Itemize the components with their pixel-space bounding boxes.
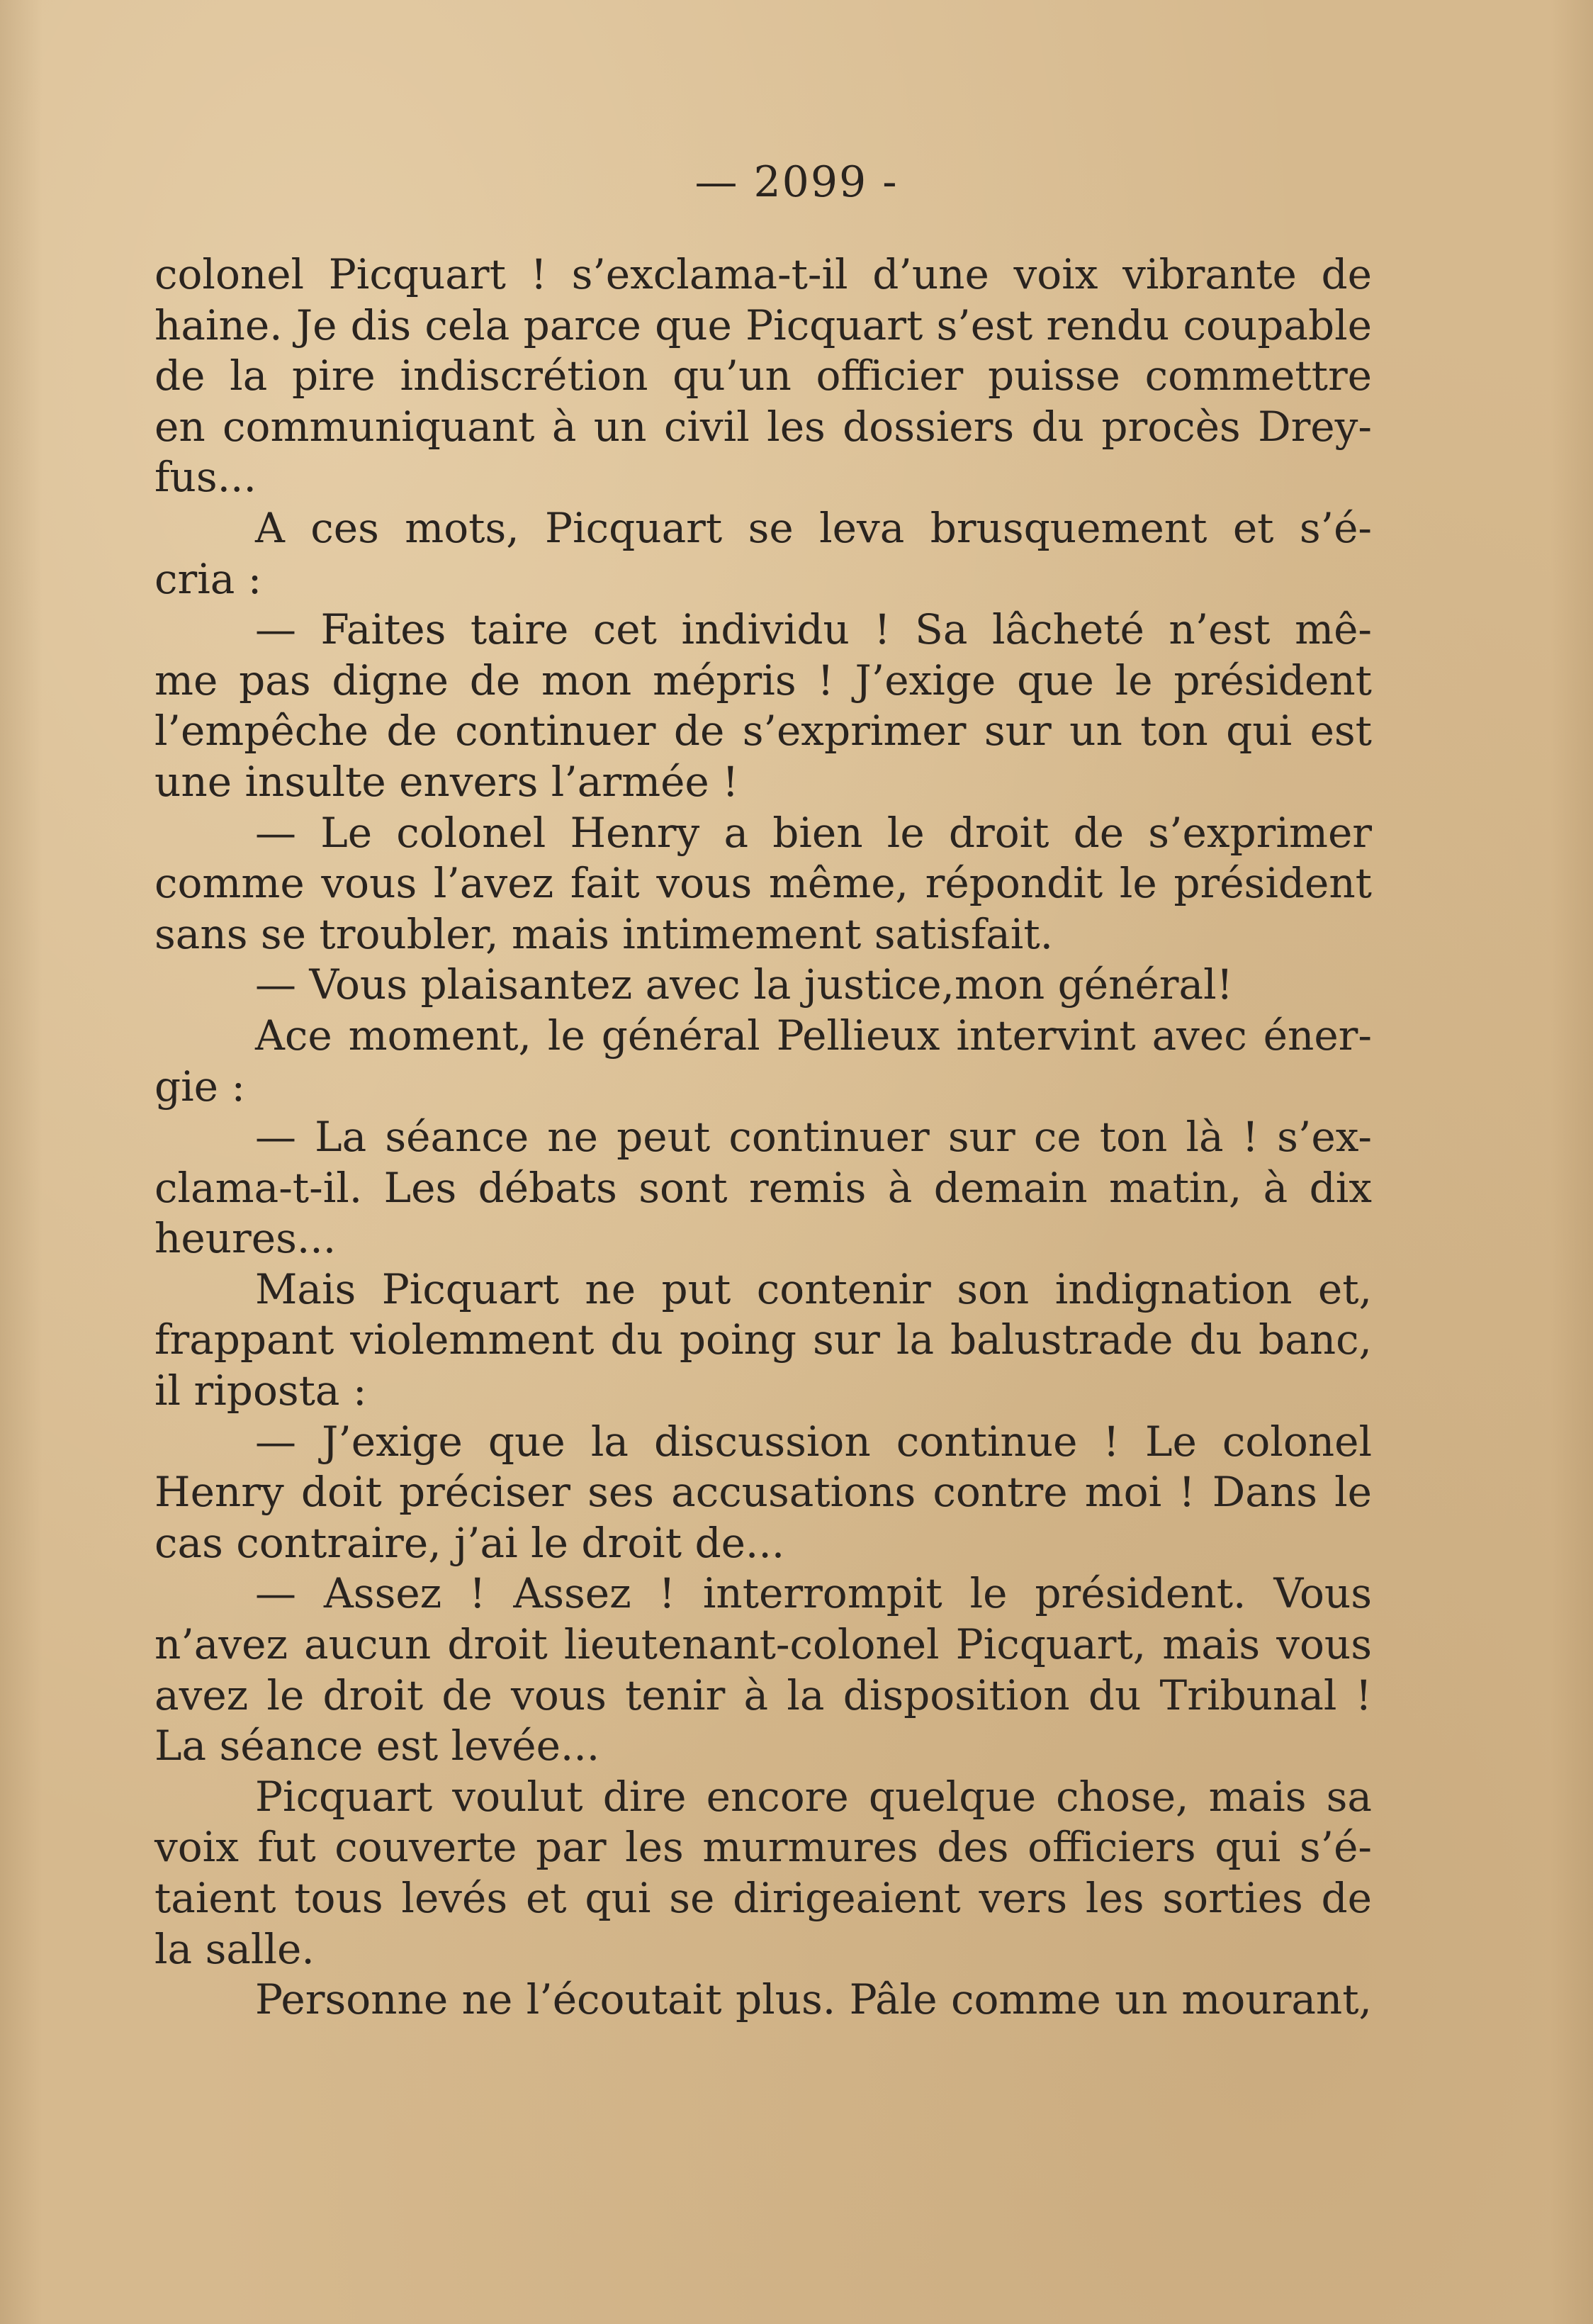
text-line: l’empêche de continuer de s’exprimer sur un ton qui est — [154, 707, 1372, 756]
text-line: — Faites taire cet individu ! Sa lâcheté n’est mê- — [255, 605, 1372, 654]
text-line: Ace moment, le général Pellieux intervint avec éner- — [255, 1011, 1372, 1060]
text-line: frappant violemment du poing sur la balustrade du banc, — [154, 1315, 1372, 1364]
text-line: Picquart voulut dire encore quelque chose, mais sa — [255, 1772, 1372, 1821]
text-line: avez le droit de vous tenir à la disposition du Tribunal ! — [154, 1671, 1372, 1719]
text-line: en communiquant à un civil les dossiers du procès Drey- — [154, 402, 1372, 451]
text-line: Henry doit préciser ses accusations contre moi ! Dans le — [154, 1468, 1372, 1517]
text-line: voix fut couverte par les murmures des officiers qui s’é- — [154, 1823, 1372, 1872]
text-line: colonel Picquart ! s’exclama-t-il d’une voix vibrante de — [154, 250, 1372, 298]
text-line: clama-t-il. Les débats sont remis à demain matin, à dix — [154, 1163, 1372, 1212]
text-line: — Le colonel Henry a bien le droit de s’exprimer — [255, 808, 1372, 857]
text-line: — Assez ! Assez ! interrompit le président. Vous — [255, 1569, 1372, 1618]
text-line: il riposta : — [154, 1366, 367, 1415]
text-line: gie : — [154, 1062, 245, 1111]
body-text — [154, 249, 1372, 2026]
text-line: la salle. — [154, 1924, 315, 1973]
text-line: n’avez aucun droit lieutenant-colonel Picquart, mais vous — [154, 1620, 1372, 1669]
text-line: — J’exige que la discussion continue ! Le colonel — [255, 1417, 1372, 1466]
page-number: — 2099 - — [694, 157, 899, 207]
text-line: A ces mots, Picquart se leva brusquement et s’é- — [255, 503, 1372, 552]
text-line: taient tous levés et qui se dirigeaient vers les sorties de — [154, 1874, 1372, 1922]
text-line: — Vous plaisantez avec la justice,mon général! — [255, 960, 1233, 1009]
text-line: me pas digne de mon mépris ! J’exige que le président — [154, 656, 1372, 705]
text-line: — La séance ne peut continuer sur ce ton là ! s’ex- — [255, 1113, 1372, 1162]
text-line: La séance est levée... — [154, 1722, 600, 1770]
text-line: Mais Picquart ne put contenir son indignation et, — [255, 1264, 1372, 1313]
page-edge-shadow-right — [1550, 0, 1593, 2324]
text-line: heures... — [154, 1214, 337, 1263]
text-line: cas contraire, j’ai le droit de... — [154, 1518, 785, 1567]
text-line: Personne ne l’écoutait plus. Pâle comme un mourant, — [255, 1975, 1372, 2024]
text-line: de la pire indiscrétion qu’un officier puisse commettre — [154, 352, 1372, 400]
text-line: comme vous l’avez fait vous même, répondit le président — [154, 859, 1372, 908]
text-line: haine. Je dis cela parce que Picquart s’est rendu coupable — [154, 301, 1372, 349]
text-line: une insulte envers l’armée ! — [154, 757, 739, 806]
text-line: cria : — [154, 554, 262, 603]
text-line: sans se troubler, mais intimement satisfait. — [154, 909, 1054, 958]
page-edge-shadow-left — [0, 0, 43, 2324]
text-line: fus... — [154, 453, 257, 502]
